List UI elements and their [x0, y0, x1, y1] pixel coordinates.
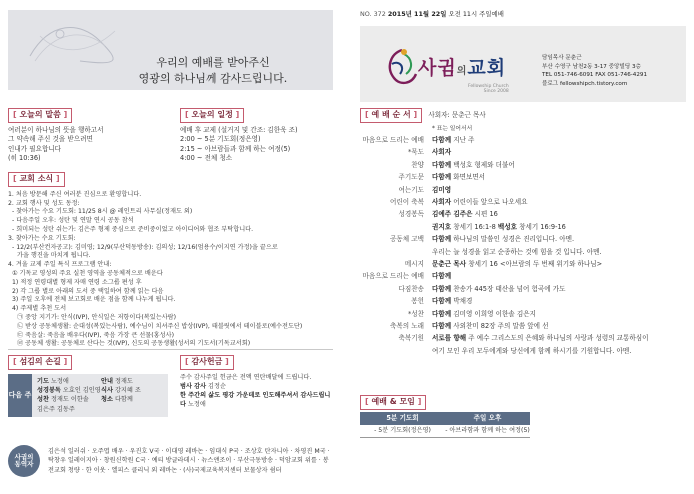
- worship-order-row: * 표는 일어서서: [432, 125, 473, 132]
- worship-order-row: 다짐찬송 다함께 찬송가 445장 태산을 넘어 험곡에 가도: [398, 284, 566, 293]
- news-item: 2. 교회 행사 및 성도 동정:: [8, 199, 80, 207]
- left-half: [8, 10, 333, 488]
- servant-row: 성경봉독 오효인 김인영 식사 강지혜 조: [37, 387, 141, 395]
- worship-order-list: [360, 123, 686, 358]
- address-line: 부산 수영구 남천2동 3-17 중앙빌딩 3층: [542, 63, 641, 70]
- meeting-column: 5분 기도회 - 5분 기도회(정은영): [360, 412, 445, 438]
- worship-order-row: 주기도문 다함께 화면보면서: [398, 173, 486, 182]
- worship-order-row: 성경봉독 김예주 김주은 시편 16: [398, 210, 498, 219]
- servant-row: 김은주 김동주: [37, 405, 75, 413]
- news-item: ㉡ 받상 공동체생활: 순대성(복있는사람), 예수님이 치셔주신 밥상(IVP), 태블릿에서 테이블로(예수전도단): [17, 322, 303, 330]
- worship-order-row: *성찬 다함께 김미영 이희영 이한솔 김은지: [407, 309, 536, 318]
- news-item: - 다음주일 오후: 성탄 및 연말 연시 공동 참석: [12, 217, 134, 225]
- issue-number: NO. 372: [360, 10, 386, 18]
- church-name: 사귐의교회: [418, 57, 507, 79]
- offering-text: 주수 감사주일 헌금은 전액 연탄배달에 드립니다. 범사 감사 김정순 한 주간의 삶도 평강 가운데로 인도해주셔서 감사드립니다 노정애: [180, 373, 331, 408]
- news-item: ㉣ 공동체 생활: 공동체로 산다는 것(IVP), 신도의 공동생활(성서의 기도서(기독교서회): [17, 340, 251, 348]
- worship-order-heading: [ 예 배 순 서 ]: [360, 108, 422, 123]
- schedule-text: 예배 후 교제 (설거지 및 간조: 김한욱 조) 2:00 ~ 5분 기도회(정은영) 2:15 ~ 아브람들과 함께 하는 여정(5) 4:00 ~ 전체 청소: [180, 125, 298, 163]
- servant-row: 성찬 정재도 이한솔 청소 다함께: [37, 396, 133, 404]
- servants-box: [8, 374, 168, 417]
- news-item: 1) 적정 연령대별 형제 자매 연령 소그룹 편성 후: [12, 278, 142, 286]
- divider: [8, 349, 333, 350]
- offering-heading: [ 감사헌금 ]: [180, 355, 234, 370]
- news-item: ㉢ 죽음살: 죽음을 배우다(IVP), 죽음 가장 큰 선물(홍성사): [17, 331, 175, 339]
- worship-order-row: 여는기도 김미영: [398, 185, 452, 194]
- todays-schedule-section: [180, 108, 335, 164]
- church-news-section: [8, 172, 333, 349]
- news-item: ① 기독교 영성의 주요 실천 영역을 공동체적으로 배운다: [12, 269, 163, 277]
- welcome-line-2: 영광의 하나님께 감사드립니다.: [138, 72, 288, 85]
- todays-schedule-heading: [ 오늘의 일정 ]: [180, 108, 244, 123]
- servants-heading: [ 섬김의 손길 ]: [8, 355, 72, 370]
- news-item: 3) 주일 오후에 전체 보고회로 배운 점을 함께 나누게 됩니다.: [12, 296, 176, 304]
- news-item: 4) 주제별 추천 도서: [12, 305, 67, 313]
- meetings-table: [360, 412, 530, 438]
- phone-line: TEL 051-746-6091 FAX 051-746-4291: [542, 72, 648, 79]
- welcome-line-1: 우리의 예배를 받아주신: [156, 56, 270, 69]
- offering-section: [180, 355, 335, 410]
- meetings-header: [360, 395, 426, 410]
- worship-order-row: 축복기원 서로를 향해 주 예수 그리스도의 은혜와 하나님의 사랑과 성령의 교통하심이: [398, 334, 649, 343]
- church-news-list: [8, 191, 333, 349]
- next-week-label: 다음 주: [8, 374, 32, 417]
- todays-verse-heading: [ 오늘의 말씀 ]: [8, 108, 72, 123]
- service-time: 오전 11시 주일예배: [448, 10, 504, 18]
- church-contact: [542, 54, 647, 89]
- news-item: 1. 처음 방문해 주신 여러분 진심으로 환영합니다.: [8, 190, 142, 198]
- welcome-banner: [8, 10, 333, 90]
- servants-section: [8, 355, 168, 417]
- news-item: - 12/2(부산컨자공고): 김미영; 12/9(부산덕동방송): 김의성; 12/16(엄용수/이지연 가정)을 끝으로: [12, 243, 278, 251]
- news-item: 4. 겨울 교제 주일 특식 프로그램 안내:: [8, 261, 112, 269]
- servant-row: 기도 노정애 안내 정재도: [37, 377, 133, 385]
- news-item: 가을 행진을 마치게 됩니다.: [17, 252, 91, 260]
- news-item: 3. 찾아가는 수요 기도회:: [8, 234, 76, 242]
- worship-order-row: 우리는 늘 성경을 읽고 순종하는 것에 힘을 것 입니다. 아멘.: [432, 247, 602, 256]
- church-header: [360, 26, 686, 104]
- worship-order-row: 축복의 노래 다함께 사외찬미 82장 주의 말씀 앞에 선: [390, 321, 549, 330]
- news-item: - 찾아가는 수요 기도회: 11/25 8시 @ 레인트리 사무실(정재도 외): [12, 208, 193, 216]
- meetings-heading: [ 예배 & 모임 ]: [360, 395, 426, 410]
- news-item: 2) 각 그룹 별로 아래의 도서 중 택일하여 함께 읽는 다음: [12, 287, 164, 295]
- worship-order-row: 마음으로 드리는 예배 다함께: [362, 272, 452, 281]
- worship-order-header: [360, 108, 486, 123]
- blog-link[interactable]: 블로그 fellowshipch.tistory.com: [542, 80, 628, 87]
- worship-order-row: 권지호 창세기 16:1-8 백성호 창세기 16:9-16: [432, 222, 566, 231]
- pastor-line: 담임목사 문춘근: [542, 55, 582, 61]
- news-item: ㉠ 중앙 지기가: 안식(IVP), 안식일은 저항이다(복있는사람): [17, 313, 177, 321]
- church-subtitle: Fellowship Church Since 2008: [468, 84, 509, 95]
- servants-list: [32, 374, 168, 417]
- worship-order-row: 마음으로 드리는 예배 다함께 지난 주: [362, 135, 475, 144]
- worship-order-row: 공동체 고백 다함께 하나님의 말씀인 성경은 진리입니다. 아멘.: [390, 235, 575, 244]
- worship-order-row: *묵도 사회자: [407, 148, 452, 157]
- partners-list: 김은석 일러쉬 · 오주엽 배우 · 우진호 V국 · 이대영 레바논 · 임대식 P국 · 조상호 탄자니아 · 차영진 M국 · 탁창우 일레이지아 · 창원신학원 C국 · 예티 방글라데시 · 뉴스앤조이 · 부산극동방송 · 덕암교회 위를 · 봉전교회 청량 · 한 이웃 · 엘피스 클리닉 외 레바논 · (사)국제교육복지센터 보물상자 쉼터: [48, 447, 330, 474]
- worship-order-row: 봉헌 다함께 박채경: [411, 297, 473, 306]
- news-item: - 희미되는 성탄 쉬는가: 김은주 형제 중심으로 준비중이었고 아이디어와 협조 부탁합니다.: [12, 225, 254, 233]
- church-news-heading: [ 교회 소식 ]: [8, 172, 65, 187]
- verse-text: 여러분이 하나님의 뜻을 행하고서 그 약속해 주신 것을 받으려면 인내가 필요합니다 (히 10:36): [8, 125, 104, 163]
- worship-order-row: 어린이 축복 사회자 어린이들 앞으로 나오세요: [390, 197, 528, 206]
- worship-order-row: 찬양 다함께 백성호 형제와 더불어: [411, 160, 515, 169]
- worship-order-row: 여기 모인 우리 모두에게와 당신에게 함께 하시기를 기원합니다. 아멘.: [432, 346, 632, 355]
- worship-order-row: 메시지 문춘근 목사 창세기 16 <아브람의 두 번째 위기와 하나님>: [404, 259, 603, 268]
- meeting-column: 주일 오후 - 아브라함과 함께 하는 여정(5): [445, 412, 530, 438]
- partners-badge: 사귐의 동역자: [8, 445, 40, 477]
- worship-leader: 사회자: 문춘근 목사: [428, 111, 486, 119]
- right-half: [360, 10, 686, 488]
- partners-section: [8, 435, 333, 487]
- issue-date: 2015년 11월 22일: [387, 10, 447, 18]
- issue-meta: [360, 10, 686, 19]
- todays-verse-section: [8, 108, 168, 164]
